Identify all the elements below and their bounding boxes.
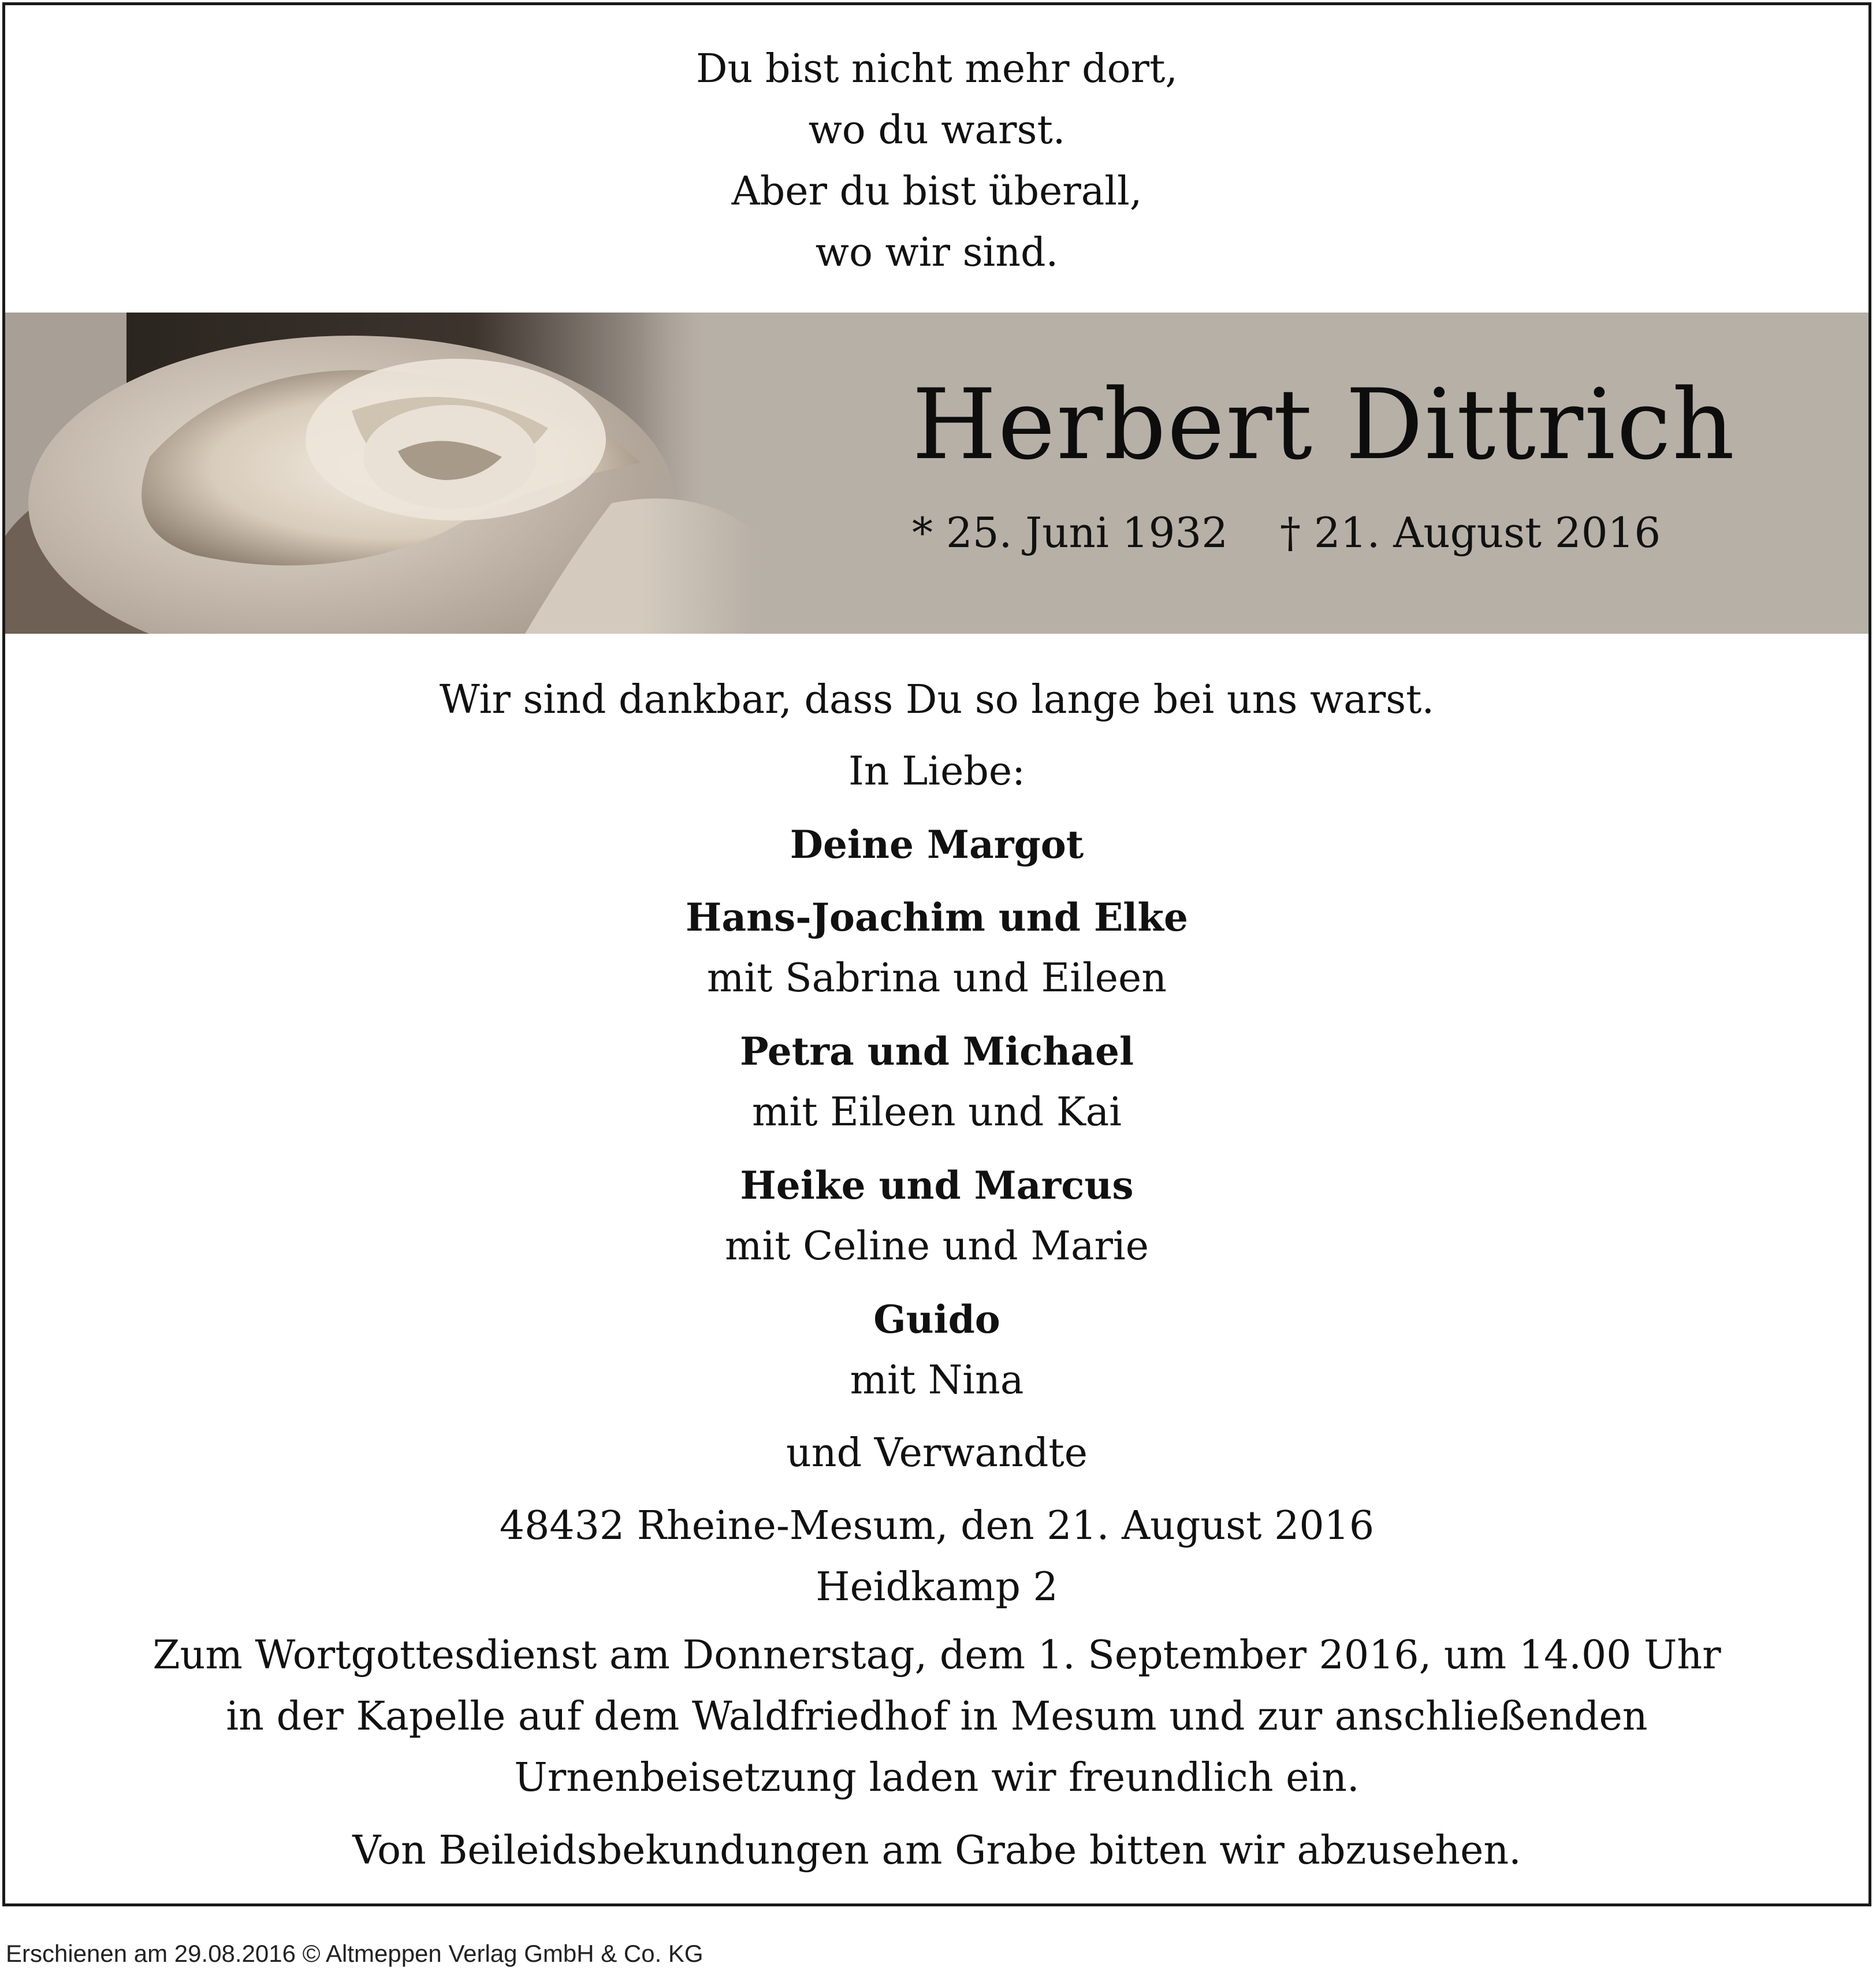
service-line: Zum Wortgottesdienst am Donnerstag, dem 1. September 2016, um 14.00 Uhr xyxy=(152,1633,1721,1678)
condolences-note: Von Beileidsbekundungen am Grabe bitten wir abzusehen. xyxy=(352,1828,1521,1873)
address: Heidkamp 2 xyxy=(816,1564,1058,1610)
in-love-text: In Liebe: xyxy=(848,749,1026,794)
poem-line: Du bist nicht mehr dort, xyxy=(696,46,1178,92)
poem xyxy=(5,39,1868,284)
family-member: Petra und Michael xyxy=(739,1029,1134,1074)
poem-line: Aber du bist überall, xyxy=(731,169,1142,214)
deceased-name: Herbert Dittrich xyxy=(912,368,1736,481)
place-date: 48432 Rheine-Mesum, den 21. August 2016 xyxy=(499,1503,1375,1549)
thanks-text: Wir sind dankbar, dass Du so lange bei uns warst. xyxy=(439,677,1435,723)
life-dates xyxy=(912,508,1661,557)
family-member: Hans-Joachim und Elke xyxy=(686,895,1188,940)
family-children: mit Nina xyxy=(850,1358,1024,1403)
birth-date: * 25. Juni 1932 xyxy=(912,508,1229,557)
family-children: mit Sabrina und Eileen xyxy=(706,955,1167,1001)
family-member: Deine Margot xyxy=(790,822,1084,867)
name-banner xyxy=(5,313,1868,634)
obituary-body xyxy=(5,670,1868,1882)
family-member: Heike und Marcus xyxy=(740,1163,1134,1208)
family-children: mit Celine und Marie xyxy=(725,1224,1149,1269)
service-line: Urnenbeisetzung laden wir freundlich ein. xyxy=(514,1755,1360,1801)
obituary-frame xyxy=(2,2,1871,1906)
poem-line: wo du warst. xyxy=(808,107,1066,153)
service-line: in der Kapelle auf dem Waldfriedhof in Mesum und zur anschließenden xyxy=(226,1694,1648,1739)
family-children: mit Eileen und Kai xyxy=(751,1090,1122,1135)
family-member: Guido xyxy=(873,1297,1000,1342)
relatives-text: und Verwandte xyxy=(786,1430,1088,1476)
poem-line: wo wir sind. xyxy=(815,230,1059,276)
publication-footer: Erschienen am 29.08.2016 © Altmeppen Verlag GmbH & Co. KG xyxy=(6,1940,704,1967)
rose-image xyxy=(5,313,756,634)
death-date: † 21. August 2016 xyxy=(1280,508,1661,557)
